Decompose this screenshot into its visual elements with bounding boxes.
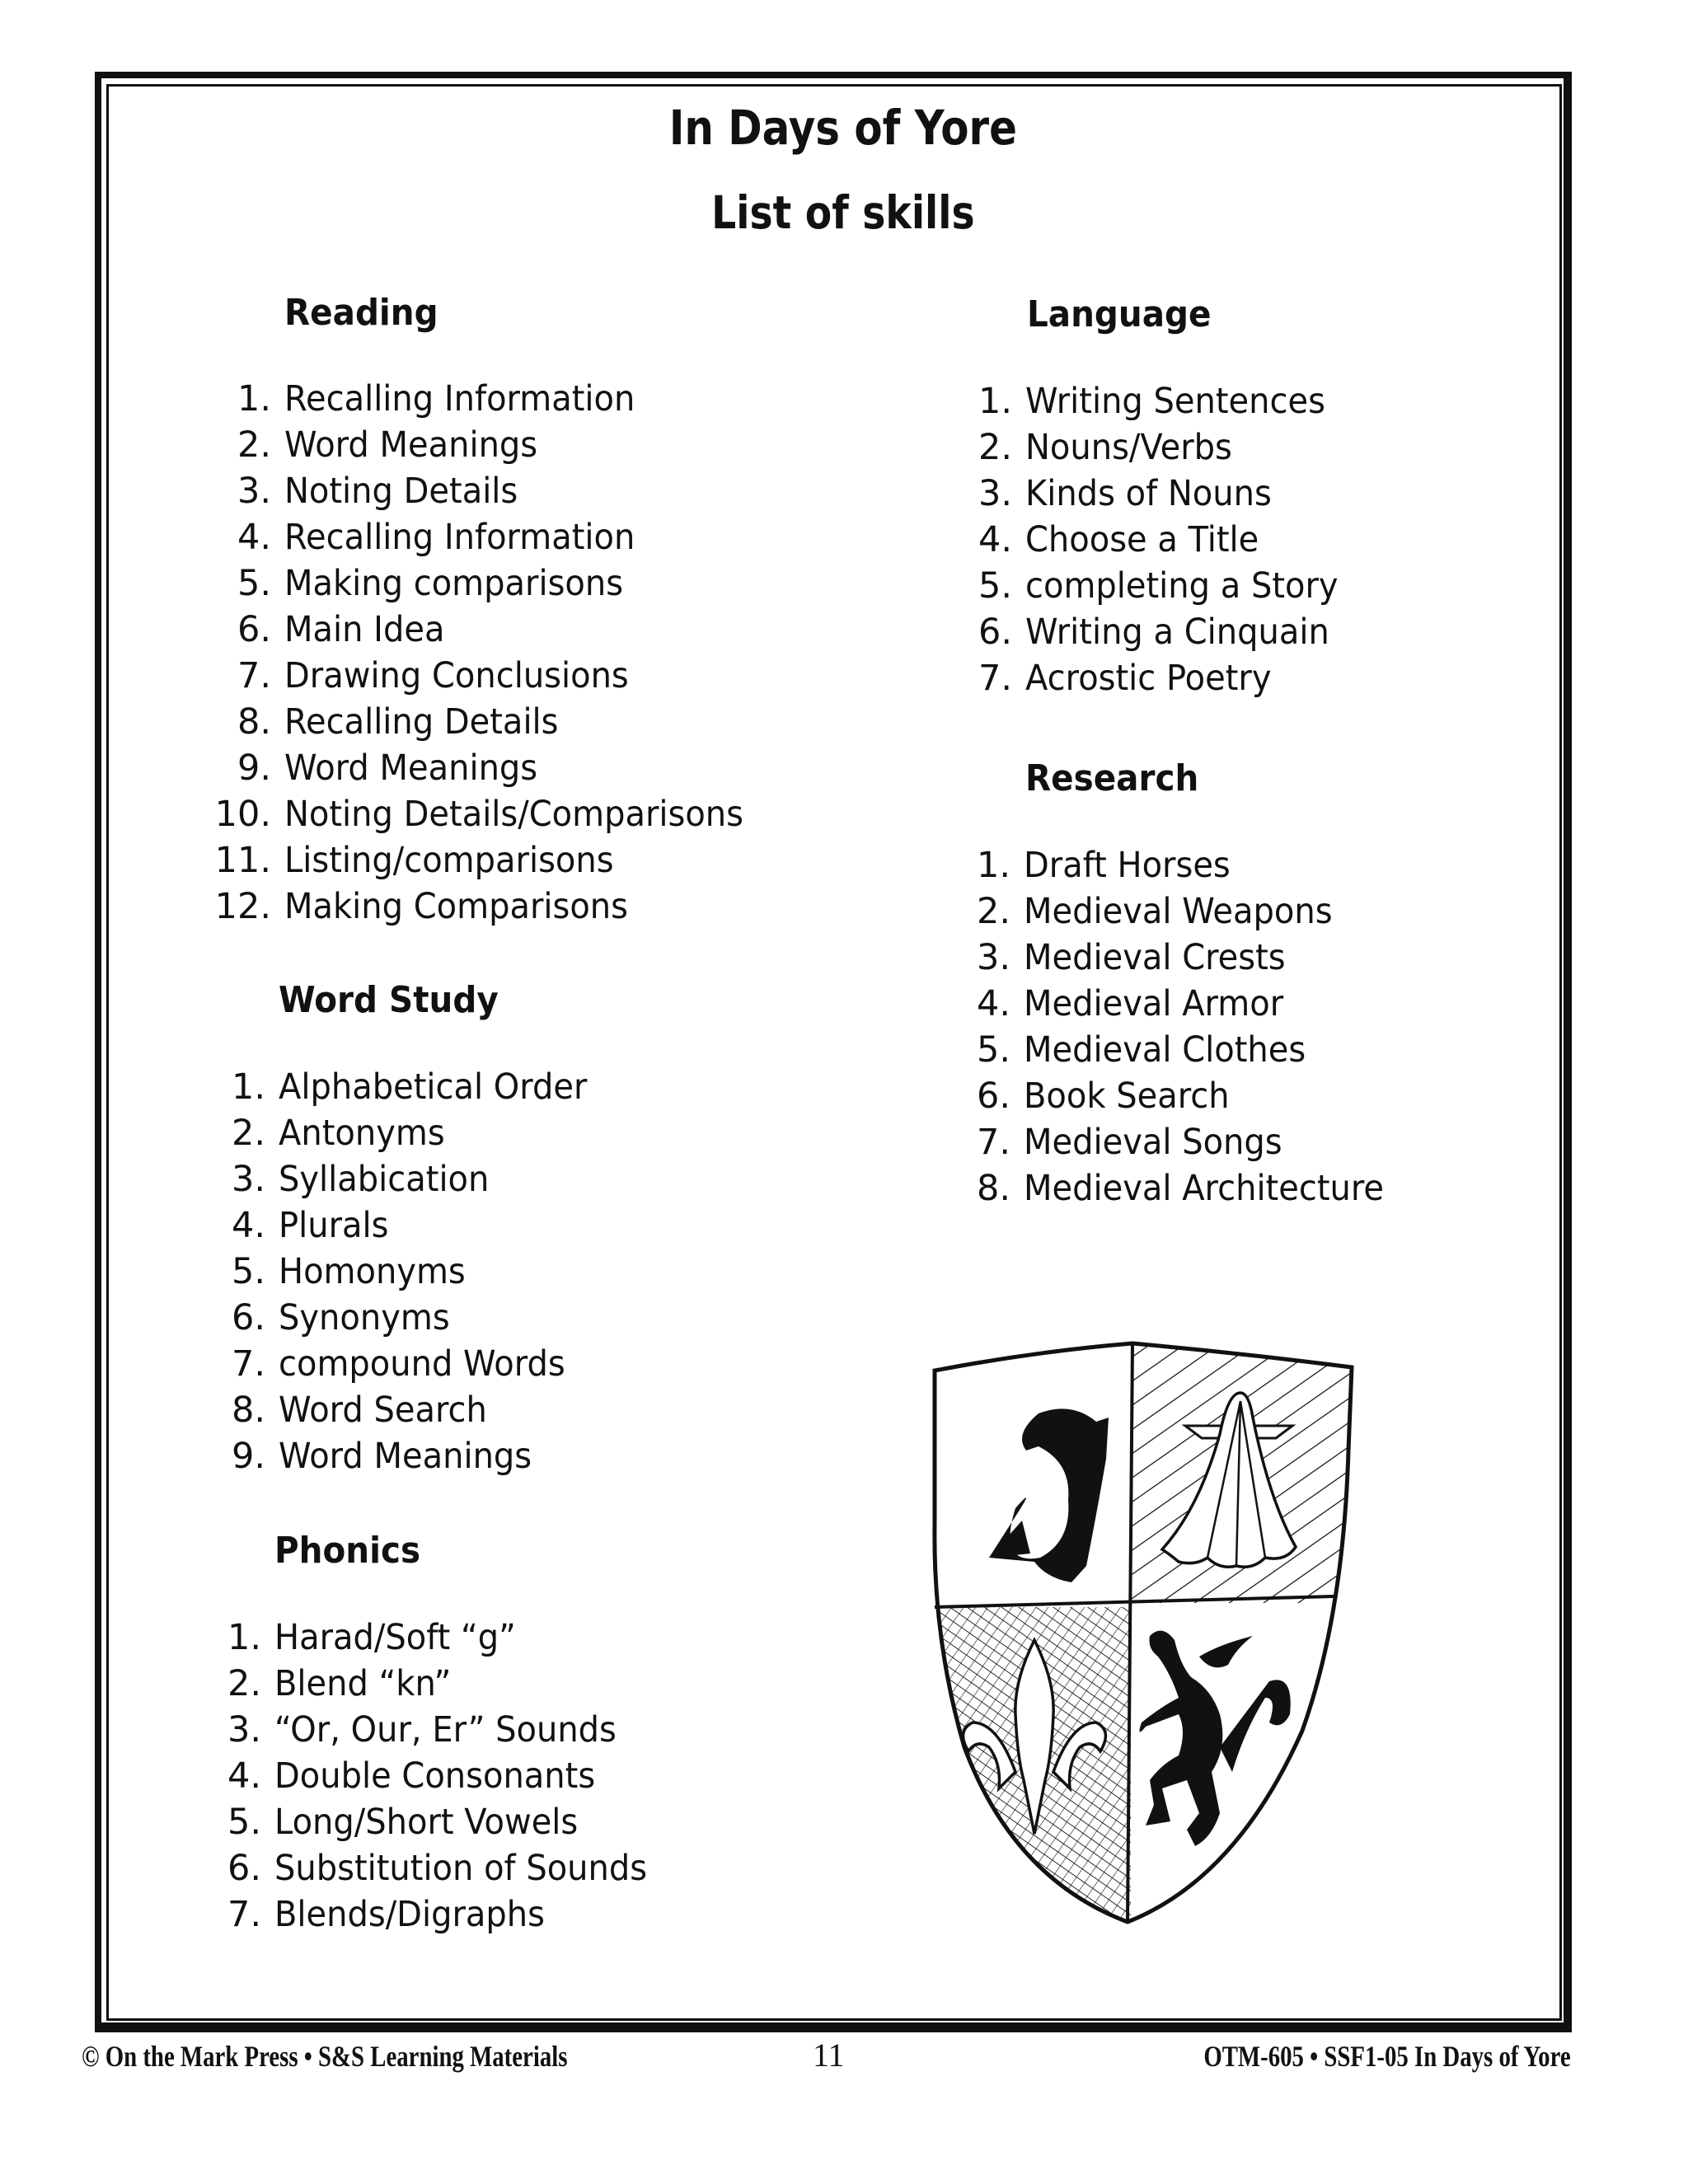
list-item-text: Plurals <box>279 1205 389 1246</box>
list-item-number: 6. <box>237 609 271 650</box>
section-heading-word-study: Word Study <box>279 979 499 1021</box>
list-item <box>976 981 1411 1027</box>
list-item-number: 3. <box>237 471 271 512</box>
list-item-text: Word Search <box>279 1390 487 1431</box>
list-item-text: Syllabication <box>279 1159 490 1200</box>
section-heading-research: Research <box>1025 757 1199 799</box>
list-item-text: Listing/comparisons <box>284 840 614 881</box>
list-item-text: Recalling Information <box>284 517 635 558</box>
footer-product-code: OTM-605 • SSF1-05 In Days of Yore <box>1203 2040 1571 2073</box>
list-item-number: 2. <box>227 1663 261 1704</box>
list-item <box>978 655 1362 701</box>
list-item <box>231 1064 611 1110</box>
list-item-number: 3. <box>978 473 1012 514</box>
list-item <box>237 514 778 560</box>
phonics-list <box>227 1615 675 1938</box>
list-item-number: 6. <box>978 612 1012 653</box>
list-item-number: 8. <box>231 1390 265 1431</box>
list-item-text: Medieval Songs <box>1024 1122 1282 1163</box>
list-item <box>231 1156 611 1202</box>
list-item <box>976 1073 1411 1119</box>
list-item <box>237 699 778 745</box>
list-item-text: Main Idea <box>284 609 445 650</box>
list-item-number: 8. <box>976 1168 1010 1209</box>
list-item-number: 2. <box>976 891 1010 932</box>
list-item-text: Word Meanings <box>284 748 538 789</box>
list-item-text: Acrostic Poetry <box>1025 658 1272 699</box>
list-item-number: 7. <box>978 658 1012 699</box>
list-item-text: “Or, Our, Er” Sounds <box>274 1709 617 1750</box>
list-item <box>976 888 1411 935</box>
list-item-text: Book Search <box>1024 1076 1230 1117</box>
list-item-number: 3. <box>227 1709 261 1750</box>
heraldic-shield-illustration <box>907 1319 1385 1945</box>
list-item <box>231 1387 611 1433</box>
list-item <box>214 883 778 930</box>
list-item <box>231 1202 611 1249</box>
list-item <box>976 1027 1411 1073</box>
list-item <box>227 1661 675 1707</box>
list-item <box>237 468 778 514</box>
list-item-number: 7. <box>227 1894 261 1935</box>
list-item-text: Draft Horses <box>1024 845 1231 886</box>
list-item <box>214 791 778 837</box>
list-item <box>227 1845 675 1891</box>
list-item <box>978 424 1362 471</box>
list-item-text: Making comparisons <box>284 563 624 604</box>
list-item-number: 2. <box>231 1113 265 1154</box>
list-item-number: 12. <box>214 886 271 927</box>
list-item <box>227 1799 675 1845</box>
list-item-number: 5. <box>976 1029 1010 1071</box>
footer-copyright: © On the Mark Press • S&S Learning Materials <box>82 2040 568 2073</box>
list-item <box>237 376 778 422</box>
list-item-text: Writing Sentences <box>1025 381 1325 422</box>
list-item <box>231 1249 611 1295</box>
list-item-number: 2. <box>978 427 1012 468</box>
list-item-text: Writing a Cinquain <box>1025 612 1329 653</box>
list-item-number: 4. <box>231 1205 265 1246</box>
list-item <box>237 745 778 791</box>
page-title: In Days of Yore <box>668 100 1017 156</box>
list-item-number: 7. <box>237 655 271 696</box>
list-item-number: 3. <box>976 937 1010 978</box>
list-item-text: Homonyms <box>279 1251 466 1292</box>
rampant-lion-charge <box>1139 1631 1290 1846</box>
list-item-number: 6. <box>976 1076 1010 1117</box>
list-item <box>231 1295 611 1341</box>
list-item-number: 4. <box>976 983 1010 1024</box>
reading-list <box>214 376 778 930</box>
list-item-text: compound Words <box>279 1343 565 1385</box>
list-item-text: Recalling Details <box>284 701 559 743</box>
list-item-text: Medieval Armor <box>1024 983 1284 1024</box>
footer-page-number: 11 <box>813 2036 845 2074</box>
list-item-number: 8. <box>237 701 271 743</box>
list-item-text: Double Consonants <box>274 1755 596 1797</box>
list-item-text: Drawing Conclusions <box>284 655 629 696</box>
language-list <box>978 378 1362 701</box>
research-list <box>976 842 1411 1212</box>
list-item-text: Word Meanings <box>279 1436 532 1477</box>
list-item <box>978 471 1362 517</box>
list-item-text: Harad/Soft “g” <box>274 1617 516 1658</box>
list-item-text: Blends/Digraphs <box>274 1894 545 1935</box>
list-item-number: 7. <box>976 1122 1010 1163</box>
list-item-text: Blend “kn” <box>274 1663 452 1704</box>
fish-charge <box>989 1408 1109 1582</box>
list-item <box>976 1119 1411 1165</box>
list-item <box>976 935 1411 981</box>
list-item-number: 10. <box>214 794 271 835</box>
list-item-number: 6. <box>231 1297 265 1338</box>
list-item-text: Noting Details/Comparisons <box>284 794 743 835</box>
list-item-text: Alphabetical Order <box>279 1066 588 1108</box>
list-item-number: 2. <box>237 424 271 466</box>
list-item <box>214 837 778 883</box>
list-item-number: 9. <box>237 748 271 789</box>
list-item-text: Noting Details <box>284 471 518 512</box>
section-heading-phonics: Phonics <box>274 1530 421 1572</box>
section-heading-reading: Reading <box>284 292 438 334</box>
word-study-list <box>231 1064 611 1479</box>
list-item <box>227 1891 675 1938</box>
list-item-text: Making Comparisons <box>284 886 628 927</box>
list-item-number: 9. <box>231 1436 265 1477</box>
list-item-number: 3. <box>231 1159 265 1200</box>
list-item <box>978 609 1362 655</box>
list-item <box>978 517 1362 563</box>
list-item-text: Recalling Information <box>284 378 635 419</box>
list-item-number: 11. <box>214 840 271 881</box>
list-item-text: completing a Story <box>1025 565 1339 607</box>
list-item-text: Choose a Title <box>1025 519 1259 560</box>
list-item-number: 4. <box>978 519 1012 560</box>
list-item <box>976 842 1411 888</box>
list-item-number: 1. <box>237 378 271 419</box>
list-item <box>227 1615 675 1661</box>
list-item <box>237 422 778 468</box>
list-item-number: 5. <box>231 1251 265 1292</box>
list-item-text: Word Meanings <box>284 424 538 466</box>
list-item-text: Medieval Clothes <box>1024 1029 1306 1071</box>
list-item-number: 7. <box>231 1343 265 1385</box>
list-item-number: 1. <box>227 1617 261 1658</box>
list-item <box>237 653 778 699</box>
list-item-text: Substitution of Sounds <box>274 1848 648 1889</box>
list-item-text: Synonyms <box>279 1297 450 1338</box>
list-item-number: 5. <box>237 563 271 604</box>
list-item <box>978 378 1362 424</box>
list-item-number: 1. <box>231 1066 265 1108</box>
list-item-number: 1. <box>978 381 1012 422</box>
page-subtitle: List of skills <box>711 186 975 239</box>
list-item <box>227 1753 675 1799</box>
list-item-text: Medieval Crests <box>1024 937 1286 978</box>
list-item-number: 4. <box>227 1755 261 1797</box>
list-item-number: 5. <box>978 565 1012 607</box>
list-item-text: Long/Short Vowels <box>274 1802 579 1843</box>
list-item-number: 1. <box>976 845 1010 886</box>
list-item-number: 5. <box>227 1802 261 1843</box>
list-item <box>231 1341 611 1387</box>
list-item-text: Medieval Weapons <box>1024 891 1333 932</box>
list-item <box>237 607 778 653</box>
list-item <box>231 1110 611 1156</box>
list-item <box>978 563 1362 609</box>
list-item <box>237 560 778 607</box>
list-item-text: Kinds of Nouns <box>1025 473 1272 514</box>
list-item-text: Antonyms <box>279 1113 445 1154</box>
section-heading-language: Language <box>1027 293 1212 335</box>
list-item-number: 6. <box>227 1848 261 1889</box>
list-item <box>976 1165 1411 1212</box>
list-item <box>227 1707 675 1753</box>
list-item-number: 4. <box>237 517 271 558</box>
list-item-text: Medieval Architecture <box>1024 1168 1385 1209</box>
list-item-text: Nouns/Verbs <box>1025 427 1232 468</box>
list-item <box>231 1433 611 1479</box>
